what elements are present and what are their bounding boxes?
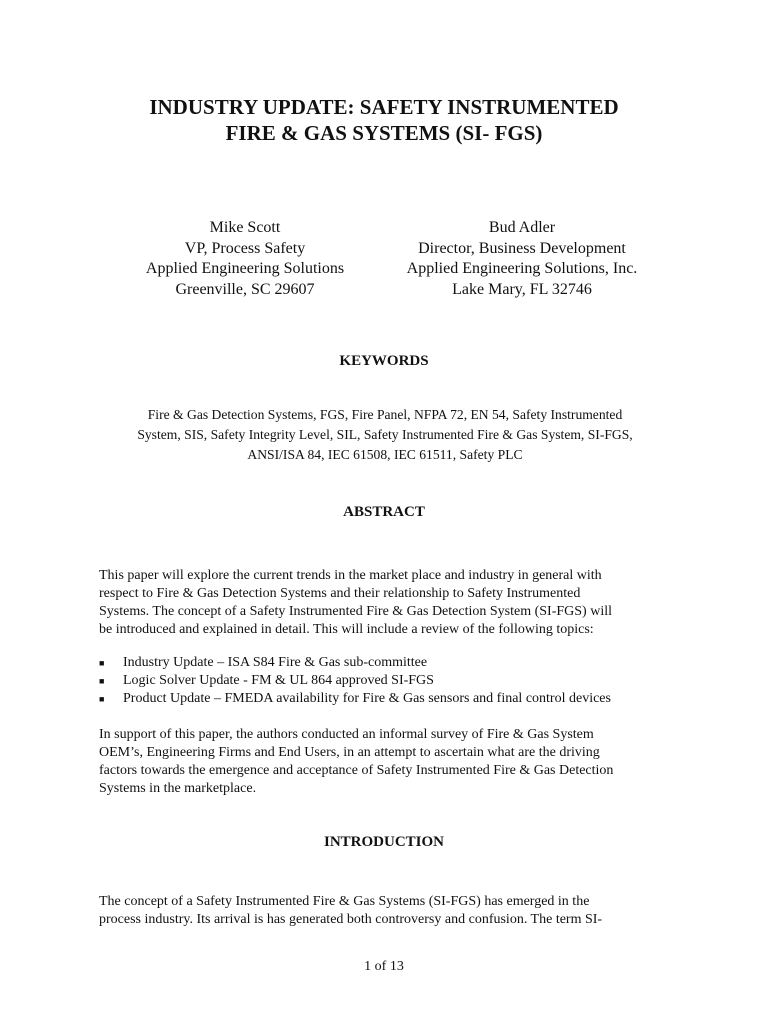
keywords-line: ANSI/ISA 84, IEC 61508, IEC 61511, Safety PLC: [247, 447, 523, 462]
introduction-paragraph: [99, 893, 699, 929]
list-item: [99, 672, 699, 690]
bullet-icon: ■: [99, 694, 105, 704]
list-item-text: Industry Update – ISA S84 Fire & Gas sub-committee: [123, 655, 428, 670]
author-block-1: [95, 218, 395, 300]
author-role: Director, Business Development: [418, 239, 626, 257]
text-line: The concept of a Safety Instrumented Fire & Gas Systems (SI-FGS) has emerged in the: [99, 894, 590, 909]
author-org: Applied Engineering Solutions, Inc.: [406, 260, 638, 277]
text-line: In support of this paper, the authors conducted an informal survey of Fire & Gas System: [99, 727, 594, 742]
list-item: [99, 690, 699, 708]
text-line: Systems. The concept of a Safety Instrumented Fire & Gas Detection System (SI-FGS) will: [99, 604, 612, 619]
text-line: OEM’s, Engineering Firms and End Users, in an attempt to ascertain what are the driving: [99, 745, 600, 760]
text-line: Systems in the marketplace.: [99, 781, 257, 796]
title-line: FIRE & GAS SYSTEMS (SI- FGS): [225, 121, 543, 145]
text-line: respect to Fire & Gas Detection Systems and their relationship to Safety Instrumented: [99, 586, 581, 601]
bullet-icon: ■: [99, 676, 105, 686]
text-line: be introduced and explained in detail. This will include a review of the following topics:: [99, 622, 594, 637]
author-org: Applied Engineering Solutions: [145, 260, 345, 277]
document-title: [0, 94, 768, 146]
topic-list: [99, 654, 699, 708]
author-name: Mike Scott: [209, 219, 281, 236]
abstract-heading: ABSTRACT: [343, 504, 425, 520]
abstract-paragraph-1: [99, 567, 699, 639]
bullet-icon: ■: [99, 658, 105, 668]
title-line: INDUSTRY UPDATE: SAFETY INSTRUMENTED: [149, 95, 619, 119]
keywords-heading: KEYWORDS: [339, 353, 429, 369]
author-location: Greenville, SC 29607: [175, 280, 315, 298]
author-location: Lake Mary, FL 32746: [452, 280, 592, 298]
list-item-text: Product Update – FMEDA availability for Fire & Gas sensors and final control devices: [123, 691, 611, 706]
text-line: factors towards the emergence and acceptance of Safety Instrumented Fire & Gas Detection: [99, 763, 614, 778]
page-number: 1 of 13: [364, 959, 404, 974]
list-item-text: Logic Solver Update - FM & UL 864 approved SI-FGS: [123, 673, 434, 688]
text-line: This paper will explore the current trends in the market place and industry in general with: [99, 568, 602, 583]
list-item: [99, 654, 699, 672]
keywords-line: Fire & Gas Detection Systems, FGS, Fire Panel, NFPA 72, EN 54, Safety Instrumented: [147, 407, 623, 422]
introduction-heading: INTRODUCTION: [323, 834, 444, 850]
abstract-paragraph-2: [99, 726, 699, 798]
author-block-2: [372, 218, 672, 300]
text-line: process industry. Its arrival is has generated both controversy and confusion. The term SI-: [99, 912, 603, 927]
keywords-text: [90, 405, 680, 465]
author-name: Bud Adler: [488, 219, 556, 236]
author-role: VP, Process Safety: [184, 239, 306, 257]
keywords-line: System, SIS, Safety Integrity Level, SIL, Safety Instrumented Fire & Gas System, SI-FGS,: [137, 427, 633, 442]
